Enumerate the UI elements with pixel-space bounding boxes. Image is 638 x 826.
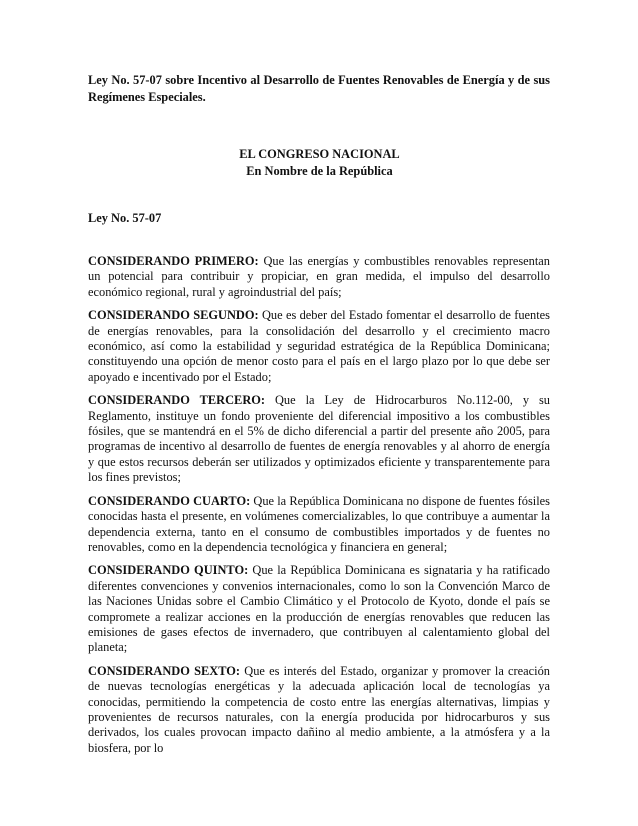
republic-subheading: En Nombre de la República — [246, 164, 393, 178]
congress-heading: EL CONGRESO NACIONAL — [239, 147, 400, 161]
clause-text: Que es deber del Estado fomentar el desarrollo de fuentes de energías renovables, para la consolidación del desarrollo y el crecimiento macro económico, así como la estabilidad y seguridad estratégica de la República Dominicana; constituyendo una opción de menor costo para el país en el largo plazo por lo que debe ser apoyado e incentivado por el Estado; — [88, 308, 551, 384]
clause-lead: CONSIDERANDO QUINTO: — [88, 563, 249, 578]
considerando-list — [88, 254, 550, 756]
clause-lead: CONSIDERANDO CUARTO: — [88, 493, 251, 508]
law-number: Ley No. 57-07 — [88, 211, 162, 225]
clause-lead: CONSIDERANDO SEXTO: — [88, 663, 241, 678]
clause-segundo — [88, 308, 550, 385]
clause-text: Que la Ley de Hidrocarburos No.112-00, y su Reglamento, instituye un fondo proveniente del diferencial impositivo a los combustibles fósiles, que se mantendrá en el 5% de dicho diferencial a partir del presente año 2005, para programas de incentivo al desarrollo de fuentes de energía renovables y al ahorro de energía y que estos recursos deberán ser utilizados y optimizados eficiente y transparentemente para los fines previstos; — [88, 393, 550, 485]
clause-quinto — [88, 563, 550, 655]
clause-text: Que es interés del Estado, organizar y promover la creación de nuevas tecnologías energéticas y la adecuada aplicación local de tecnologías ya conocidas, permitiendo la competencia de costo entre las energías alternativas, limpias y provenientes de recursos naturales, con la energía producida por hidrocarburos y sus derivados, los cuales provocan impacto dañino al medio ambiente, a la atmósfera y a la biosfera, por lo — [88, 663, 551, 755]
clause-sexto — [88, 664, 550, 756]
clause-lead: CONSIDERANDO SEGUNDO: — [88, 308, 259, 323]
clause-text: Que las energías y combustibles renovables representan un potencial para contribuir y propiciar, en gran medida, el impulso del desarrollo económico regional, rural y agroindustrial del país; — [88, 254, 550, 299]
clause-lead: CONSIDERANDO TERCERO: — [88, 393, 266, 408]
document-page — [88, 72, 550, 764]
clause-primero — [88, 254, 550, 300]
clause-lead: CONSIDERANDO PRIMERO: — [88, 254, 259, 268]
clause-text: Que la República Dominicana es signataria y ha ratificado diferentes convenciones y convenios internacionales, como lo son la Convención Marco de las Naciones Unidas sobre el Cambio Climático y el Protocolo de Kyoto, donde el país se compromete a realizar acciones en la producción de energías renovables que reducen las emisiones de gases efectos de invernadero, que contribuyen al calentamiento global del planeta; — [88, 563, 550, 655]
document-title: Ley No. 57-07 sobre Incentivo al Desarrollo de Fuentes Renovables de Energía y de sus Regímenes Especiales. — [88, 73, 550, 104]
clause-text: Que la República Dominicana no dispone de fuentes fósiles conocidas hasta el presente, en volúmenes comercializables, lo que contribuye a aumentar la dependencia externa, tanto en el consumo de combustibles importados y de fuentes no renovables, como en la dependencia tecnológica y financiera en general; — [88, 493, 550, 554]
clause-cuarto — [88, 494, 550, 556]
issuer-header — [88, 146, 550, 180]
clause-tercero — [88, 393, 550, 485]
